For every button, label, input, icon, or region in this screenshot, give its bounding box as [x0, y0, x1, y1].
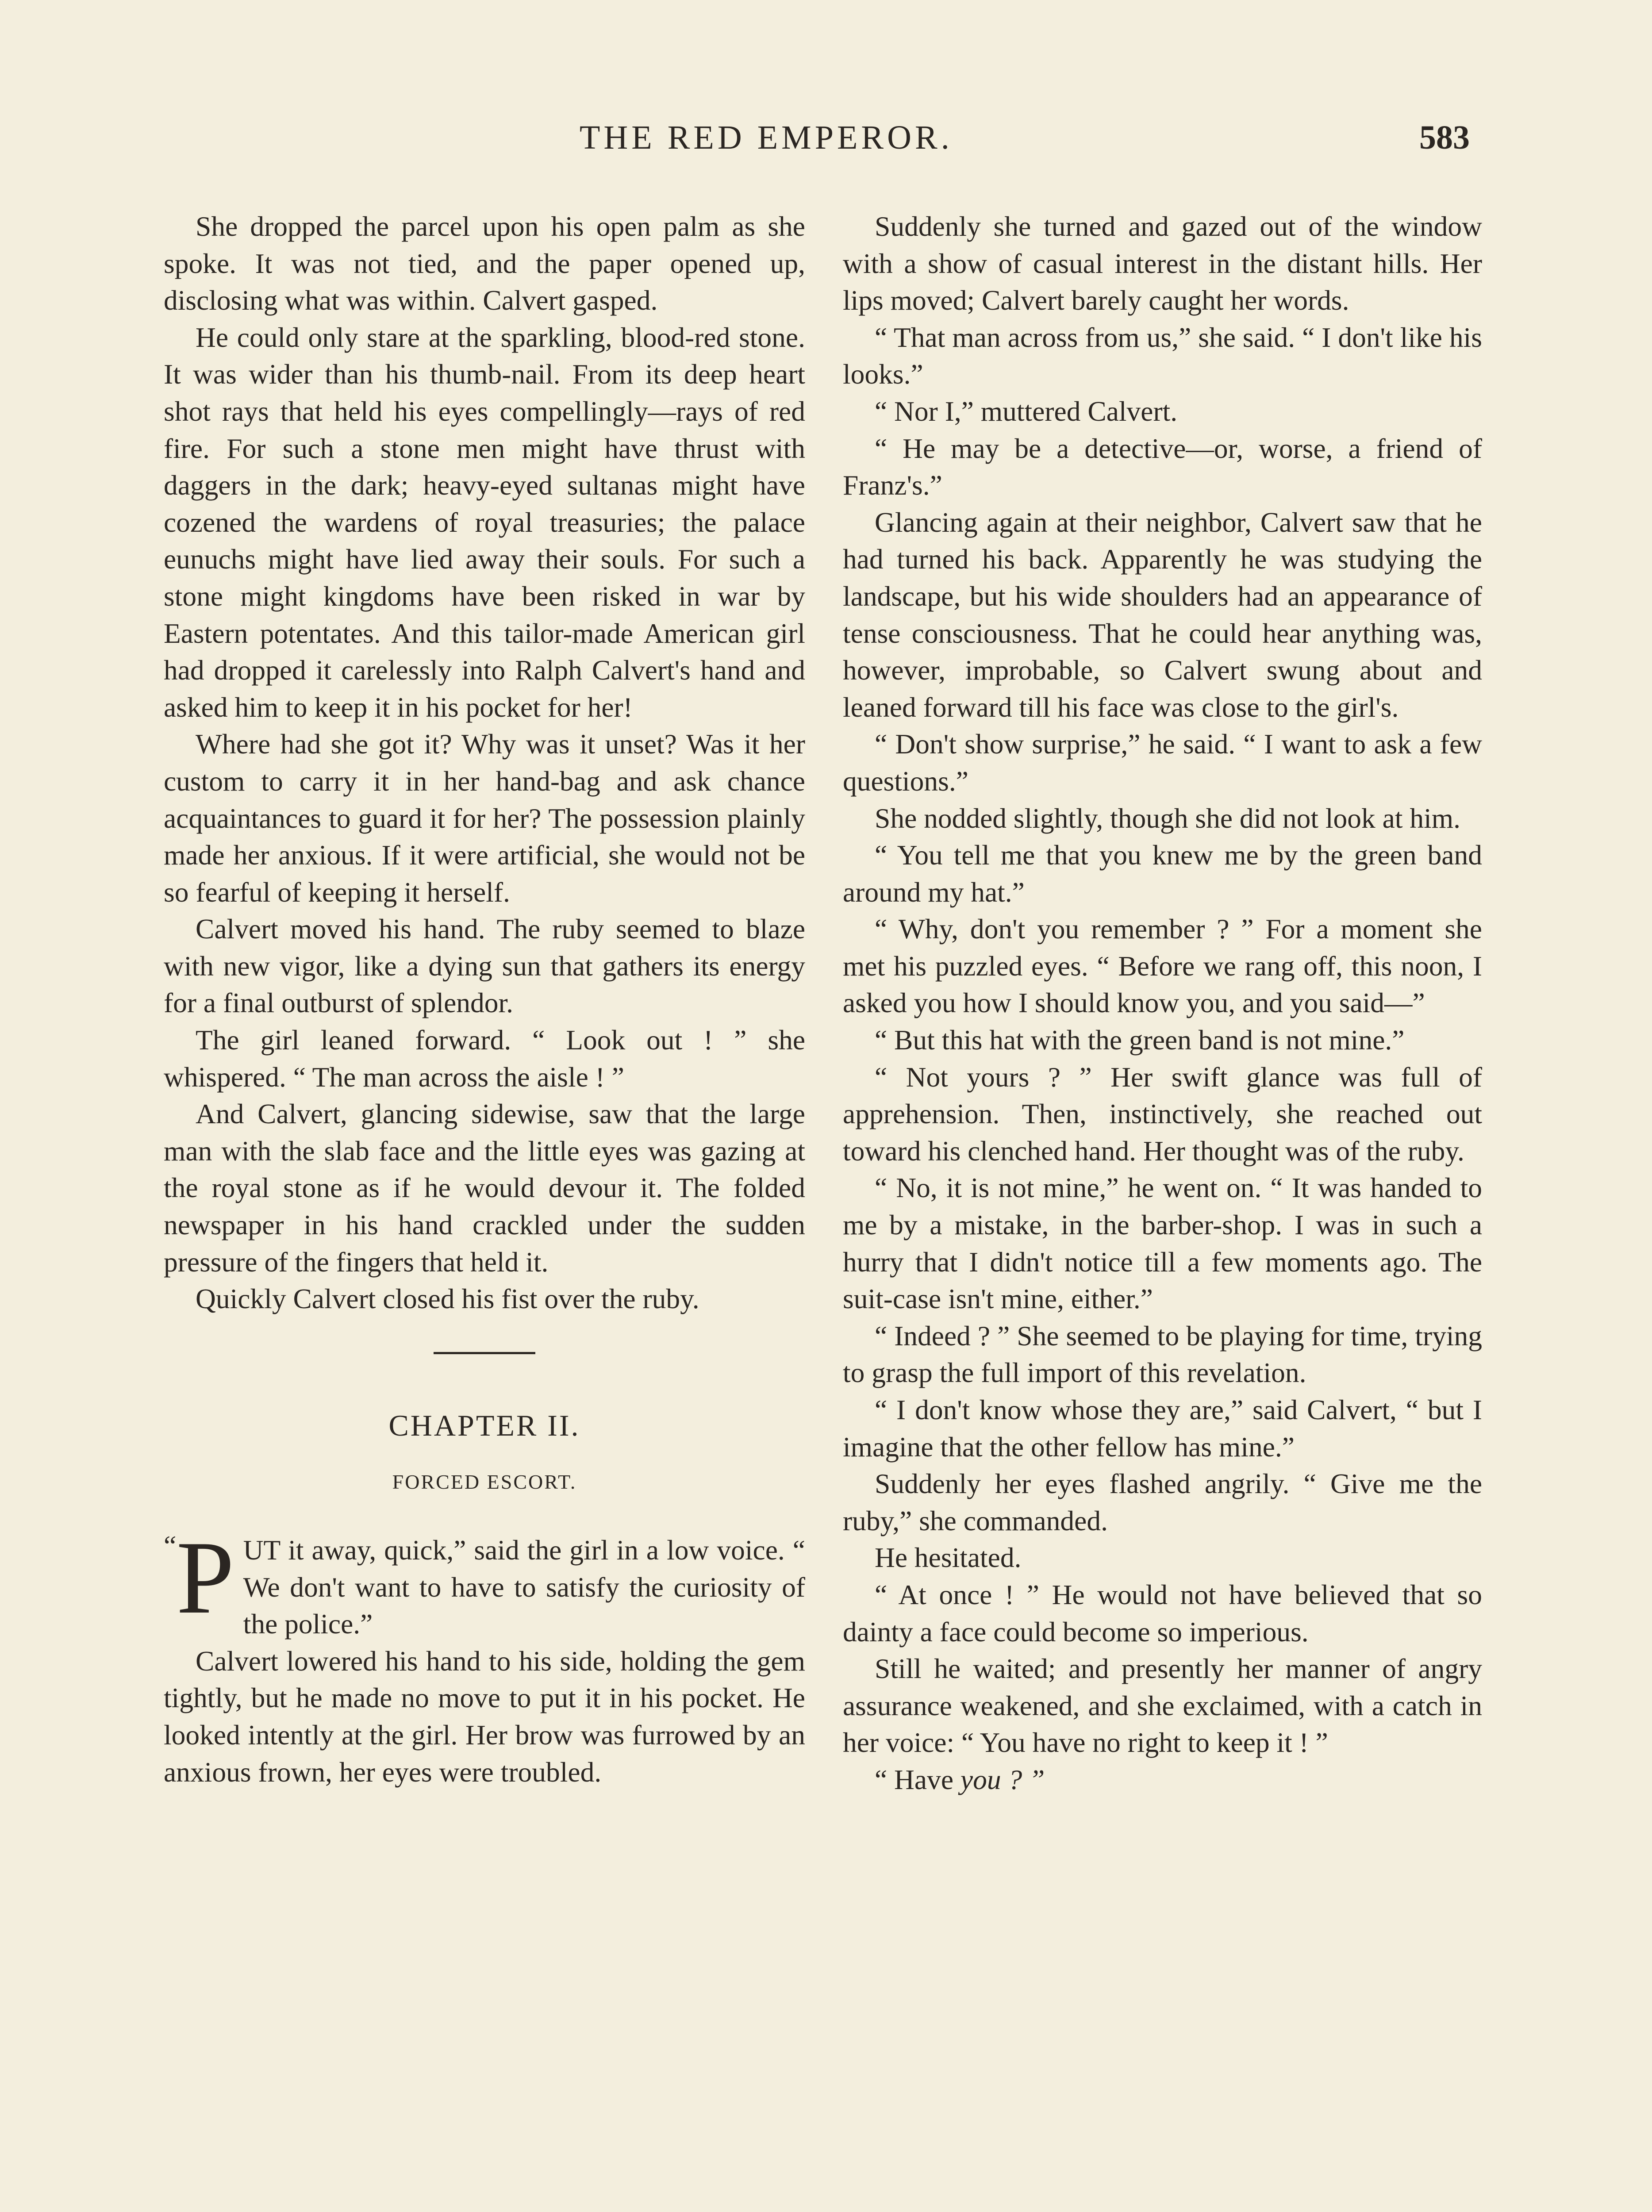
drop-cap: P [176, 1520, 234, 1636]
paragraph: “ Not yours ? ” Her swift glance was full of apprehension. Then, instinctively, she reached out toward his clenched hand. Her thought was of the ruby. [843, 1061, 1482, 1167]
chapter-title: CHAPTER II. [388, 1408, 580, 1442]
page-number: 583 [1419, 119, 1470, 156]
paragraph: Still he waited; and presently her manner of angry assurance weakened, and she exclaimed, with a catch in her voice: “ You have no right to keep it ! ” [843, 1653, 1482, 1759]
paragraph-text: UT it away, quick,” said the girl in a low voice. “ We don't want to have to satisfy the curiosity of the police.” [243, 1534, 805, 1640]
chapter-subtitle: FORCED ESCORT. [392, 1471, 577, 1494]
italic-text: you ? ” [960, 1763, 1045, 1795]
paragraph: Calvert lowered his hand to his side, holding the gem tightly, but he made no move to put it in his pocket. He looked intently at the girl. Her brow was furrowed by an anxious frown, her eyes were troubled. [164, 1645, 805, 1788]
paragraph: Suddenly her eyes flashed angrily. “ Give me the ruby,” she commanded. [843, 1468, 1482, 1536]
paragraph: Glancing again at their neighbor, Calvert saw that he had turned his back. Apparently he was studying the landscape, but his wide shoulders had an appearance of tense consciousness. That he could hear anything was, however, improbable, so Calvert swung about and leaned forward till his face was close to the girl's. [843, 506, 1482, 723]
paragraph: “ Indeed ? ” She seemed to be playing for time, trying to grasp the full import of this revelation. [843, 1320, 1482, 1389]
paragraph: “ That man across from us,” she said. “ I don't like his looks.” [843, 321, 1482, 390]
paragraph: “ Why, don't you remember ? ” For a moment she met his puzzled eyes. “ Before we rang off, this noon, I asked you how I should know you, and you said—” [843, 913, 1482, 1019]
paragraph: “ He may be a detective—or, worse, a friend of Franz's.” [843, 432, 1482, 501]
paragraph: She dropped the parcel upon his open palm as she spoke. It was not tied, and the paper opened up, disclosing what was within. Calvert gasped. [164, 211, 805, 316]
paragraph: And Calvert, glancing sidewise, saw that the large man with the slab face and the little eyes was gazing at the royal stone as if he would devour it. The folded newspaper in his hand crackled under the sudden pressure of the fingers that held it. [164, 1098, 805, 1278]
paragraph: “ No, it is not mine,” he went on. “ It was handed to me by a mistake, in the barber-shop. I was in such a hurry that I didn't notice till a few moments ago. The suit-case isn't mine, either.” [843, 1172, 1482, 1315]
paragraph: “ You tell me that you knew me by the green band around my hat.” [843, 839, 1482, 908]
right-column [843, 208, 1482, 1798]
paragraph: “ At once ! ” He would not have believed that so dainty a face could become so imperious. [843, 1578, 1482, 1647]
paragraph: “ Nor I,” muttered Calvert. [875, 395, 1178, 427]
paragraph: Quickly Calvert closed his fist over the ruby. [196, 1283, 699, 1315]
left-column [164, 208, 805, 1790]
paragraph: Suddenly she turned and gazed out of the window with a show of casual interest in the distant hills. Her lips moved; Calvert barely caught her words. [843, 211, 1482, 316]
paragraph: Calvert moved his hand. The ruby seemed to blaze with new vigor, like a dying sun that gathers its energy for a final outburst of splendor. [164, 913, 805, 1019]
opening-paragraph [164, 1520, 805, 1643]
section-divider [434, 1352, 535, 1354]
drop-quote: “ [164, 1530, 177, 1561]
paragraph: She nodded slightly, though she did not look at him. [875, 802, 1461, 834]
paragraph: Where had she got it? Why was it unset? Was it her custom to carry it in her hand-bag and ask chance acquaintances to guard it for her? The possession plainly made her anxious. If it were artificial, she would not be so fearful of keeping it herself. [164, 728, 805, 908]
paragraph [843, 1761, 1482, 1798]
paragraph: “ I don't know whose they are,” said Calvert, “ but I imagine that the other fellow has mine.” [843, 1394, 1482, 1463]
paragraph: The girl leaned forward. “ Look out ! ” she whispered. “ The man across the aisle ! ” [164, 1024, 805, 1093]
paragraph-text: “ Have [875, 1763, 960, 1795]
running-head: THE RED EMPEROR. [580, 119, 953, 156]
paragraph: He could only stare at the sparkling, blood-red stone. It was wider than his thumb-nail. From its deep heart shot rays that held his eyes compellingly—rays of red fire. For such a stone men might have thrust with daggers in the dark; heavy-eyed sultanas might have cozened the wardens of royal treasuries; the palace eunuchs might have lied away their souls. For such a stone might kingdoms have been risked in war by Eastern potentates. And this tailor-made American girl had dropped it carelessly into Ralph Calvert's hand and asked him to keep it in his pocket for her! [164, 321, 805, 723]
paragraph: “ But this hat with the green band is not mine.” [875, 1024, 1405, 1056]
paragraph: “ Don't show surprise,” he said. “ I want to ask a few questions.” [843, 728, 1482, 797]
paragraph: He hesitated. [875, 1542, 1022, 1574]
